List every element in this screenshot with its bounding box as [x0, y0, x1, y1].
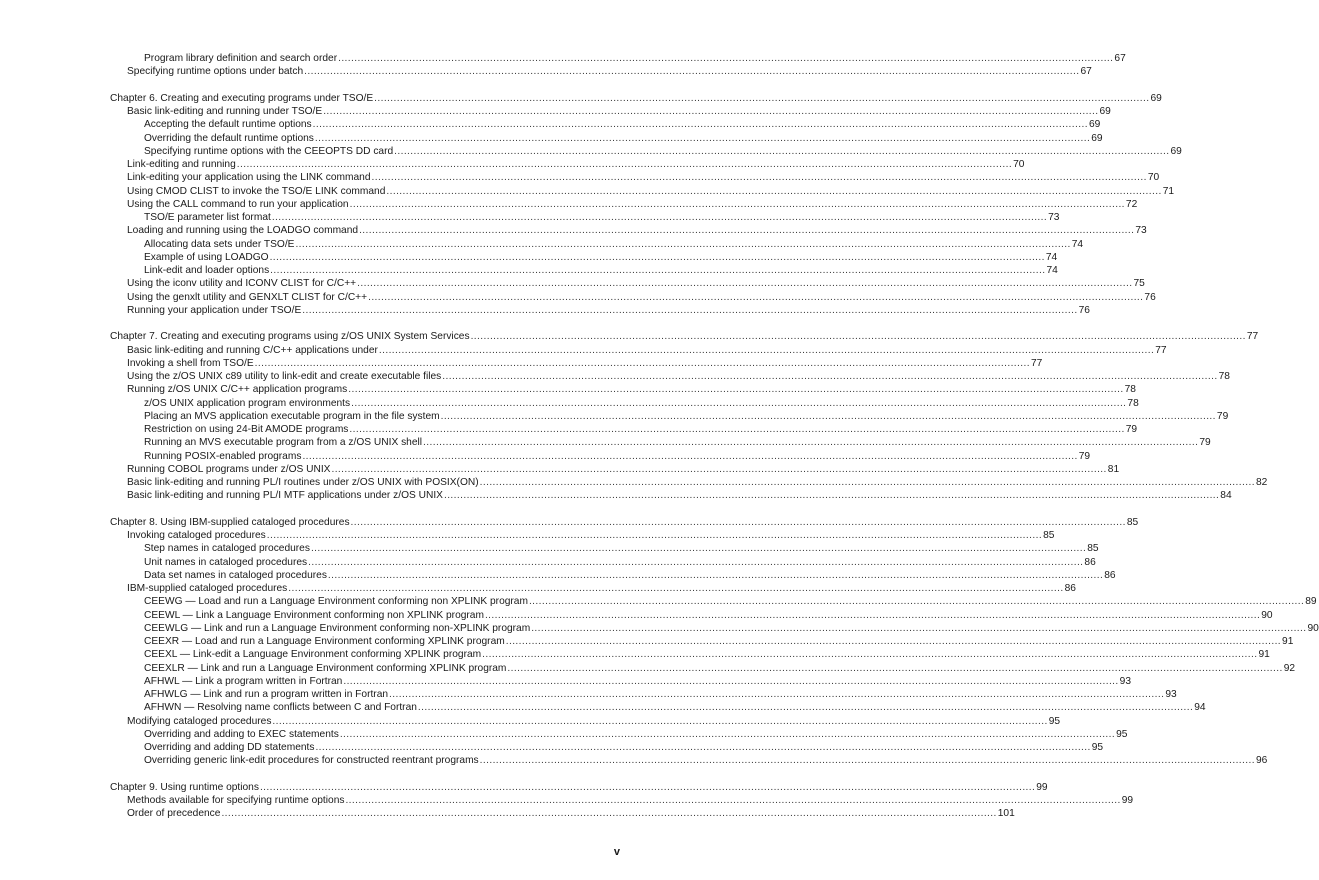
toc-entry-page: 69 — [1150, 92, 1162, 104]
dot-leader — [328, 569, 1103, 582]
toc-entry-page: 95 — [1091, 742, 1104, 753]
toc-entry-page: 90 — [1307, 622, 1319, 634]
toc-entry-title: Unit names in cataloged procedures — [144, 556, 308, 568]
toc-entry-page: 94 — [1194, 702, 1206, 714]
toc-entry-title: Data set names in cataloged procedures — [144, 569, 327, 581]
dot-leader — [372, 171, 1147, 184]
page-number: v — [613, 846, 620, 858]
toc-entry-title: CEEXR — Load and run a Language Environment conforming XPLINK program — [144, 636, 505, 647]
toc-entry-title: CEEWL — Link a Language Environment conforming non XPLINK program — [144, 609, 484, 621]
toc-entry-title: CEEXLR — Link and run a Language Environment conforming XPLINK program — [144, 662, 507, 674]
toc-entry-page: 86 — [1064, 583, 1076, 594]
toc-entry-page: 74 — [1045, 251, 1058, 263]
toc-entry-title: z/OS UNIX application program environments — [144, 397, 351, 409]
dot-leader — [315, 132, 1090, 145]
toc-entry-title: Using CMOD CLIST to invoke the TSO/E LINK command — [127, 185, 386, 197]
toc-entry[interactable] — [110, 648, 1270, 661]
dot-leader — [348, 383, 1123, 396]
dot-leader — [351, 516, 1126, 529]
toc-entry[interactable] — [110, 741, 1104, 754]
toc-entry-title: Link-editing and running — [127, 159, 236, 170]
dot-leader — [288, 582, 1063, 595]
toc-chapter-entry[interactable] — [110, 92, 1162, 105]
toc-entry-title: Link-editing your application using the LINK command — [127, 172, 371, 184]
dot-leader — [480, 476, 1255, 489]
toc-entry-page: 67 — [1114, 53, 1126, 64]
toc-entry[interactable] — [110, 171, 1160, 184]
toc-entry-page: 101 — [997, 808, 1015, 820]
toc-entry-page: 89 — [1305, 596, 1317, 608]
toc-entry-title: Running POSIX-enabled programs — [144, 450, 302, 462]
dot-leader — [441, 410, 1216, 423]
toc-entry-title: AFHWLG — Link and run a program written in Fortran — [144, 689, 389, 700]
toc-entry-title: Step names in cataloged procedures — [144, 543, 310, 555]
toc-entry-page: 86 — [1104, 569, 1116, 581]
toc-entry-page: 77 — [1246, 331, 1259, 343]
toc-entry[interactable] — [110, 423, 1138, 436]
toc-entry[interactable] — [110, 728, 1128, 741]
toc-entry-title: Restriction on using 24-Bit AMODE programs — [144, 424, 349, 435]
toc-entry-title: Methods available for specifying runtime options — [127, 795, 345, 806]
toc-entry-title: Using the iconv utility and ICONV CLIST for C/C++ — [127, 278, 357, 290]
toc-entry-title: Overriding the default runtime options — [144, 132, 314, 144]
toc-chapter-entry[interactable] — [110, 516, 1139, 529]
toc-entry[interactable] — [110, 251, 1058, 264]
toc-entry-title: Overriding generic link-edit procedures for constructed reentrant programs — [144, 755, 479, 767]
toc-entry-page: 78 — [1127, 397, 1139, 409]
toc-entry-page: 74 — [1071, 238, 1084, 250]
toc-entry-title: Chapter 9. Using runtime options — [110, 781, 259, 793]
toc-entry-title: Basic link-editing and running C/C++ applications under — [127, 344, 378, 356]
dot-leader — [442, 370, 1217, 383]
toc-entry-page: 79 — [1199, 437, 1211, 449]
toc-entry-page: 90 — [1261, 609, 1273, 621]
toc-entry-page: 78 — [1124, 384, 1136, 396]
dot-leader — [531, 622, 1306, 635]
dot-leader — [302, 450, 1077, 463]
toc-entry[interactable] — [110, 569, 1116, 582]
toc-entry-title: CEEXL — Link-edit a Language Environment conforming XPLINK program — [144, 649, 482, 661]
toc-entry-title: Using the z/OS UNIX c89 utility to link-edit and create executable files — [127, 371, 442, 382]
toc-entry[interactable] — [110, 489, 1232, 502]
toc-chapter-entry[interactable] — [110, 781, 1048, 794]
toc-entry-page: 75 — [1133, 278, 1145, 290]
toc-entry[interactable] — [110, 662, 1296, 675]
dot-leader — [267, 529, 1042, 542]
toc-entry-page: 73 — [1048, 212, 1060, 223]
dot-leader — [272, 715, 1047, 728]
toc-entry-page: 99 — [1036, 781, 1048, 793]
dot-leader — [529, 595, 1304, 608]
toc-entry[interactable] — [110, 383, 1136, 396]
toc-entry[interactable] — [110, 52, 1126, 65]
toc-entry-title: Running an MVS executable program from a z/OS UNIX shell — [144, 437, 423, 449]
toc-entry-title: Using the CALL command to run your application — [127, 198, 349, 210]
dot-leader — [343, 675, 1118, 688]
toc-entry-page: 91 — [1282, 636, 1294, 647]
dot-leader — [359, 224, 1134, 237]
dot-leader — [357, 277, 1132, 290]
dot-leader — [255, 357, 1030, 370]
dot-leader — [270, 251, 1045, 264]
dot-leader — [260, 781, 1035, 794]
toc-entry-title: Overriding and adding DD statements — [144, 742, 315, 753]
toc-entry[interactable] — [110, 436, 1211, 449]
toc-entry-page: 69 — [1170, 145, 1182, 157]
toc-entry-page: 78 — [1218, 371, 1230, 382]
dot-leader — [423, 436, 1198, 449]
toc-entry-title: AFHWL — Link a program written in Fortran — [144, 675, 343, 687]
toc-entry-title: Specifying runtime options under batch — [127, 66, 304, 78]
dot-leader — [389, 688, 1164, 701]
toc-entry-title: Invoking cataloged procedures — [127, 530, 266, 541]
toc-entry-page: 72 — [1125, 198, 1138, 210]
dot-leader — [444, 489, 1219, 502]
dot-leader — [304, 65, 1079, 78]
dot-leader — [313, 118, 1088, 131]
dot-leader — [482, 648, 1257, 661]
dot-leader — [302, 304, 1077, 317]
toc-entry-title: Accepting the default runtime options — [144, 119, 312, 131]
toc-entry[interactable] — [110, 807, 1015, 820]
dot-leader — [386, 185, 1161, 198]
toc-entry-title: Example of using LOADGO — [144, 251, 269, 263]
toc-entry[interactable] — [110, 185, 1175, 198]
toc-entry[interactable] — [110, 529, 1055, 542]
toc-entry-page: 85 — [1126, 516, 1139, 528]
dot-leader — [295, 238, 1070, 251]
toc-entry-page: 70 — [1013, 159, 1025, 170]
toc-entry[interactable] — [110, 65, 1092, 78]
toc-entry[interactable] — [110, 754, 1268, 767]
dot-leader — [507, 662, 1282, 675]
dot-leader — [418, 701, 1193, 714]
toc-entry-title: Specifying runtime options with the CEEOPTS DD card — [144, 145, 394, 157]
toc-entry[interactable] — [110, 198, 1138, 211]
dot-leader — [471, 330, 1246, 343]
toc-entry-title: CEEWG — Load and run a Language Environment conforming non XPLINK program — [144, 596, 528, 608]
toc-entry-page: 79 — [1125, 424, 1138, 435]
dot-leader — [345, 794, 1120, 807]
toc-entry-title: Basic link-editing and running PL/I routines under z/OS UNIX with POSIX(ON) — [127, 477, 479, 488]
toc-entry-page: 93 — [1165, 689, 1177, 700]
toc-entry[interactable] — [110, 675, 1131, 688]
toc-entry-title: Running your application under TSO/E — [127, 304, 302, 316]
toc-entry-page: 85 — [1043, 530, 1055, 541]
toc-entry-title: Basic link-editing and running PL/I MTF applications under z/OS UNIX — [127, 490, 443, 502]
dot-leader — [351, 397, 1126, 410]
toc-entry[interactable] — [110, 715, 1061, 728]
toc-entry-page: 95 — [1048, 715, 1061, 727]
dot-leader — [331, 463, 1106, 476]
dot-leader — [315, 741, 1090, 754]
toc-entry-page: 67 — [1080, 66, 1092, 78]
toc-entry[interactable] — [110, 370, 1230, 383]
toc-entry-title: Allocating data sets under TSO/E — [144, 238, 295, 250]
toc-entry[interactable] — [110, 794, 1134, 807]
toc-entry[interactable] — [110, 158, 1025, 171]
toc-entry-title: CEEWLG — Link and run a Language Environment conforming non-XPLINK program — [144, 622, 531, 634]
toc-entry-page: 69 — [1088, 119, 1101, 131]
toc-entry[interactable] — [110, 582, 1076, 595]
toc-entry[interactable] — [110, 701, 1206, 714]
toc-entry[interactable] — [110, 622, 1319, 635]
toc-entry-title: Running COBOL programs under z/OS UNIX — [127, 463, 331, 475]
dot-leader — [270, 264, 1045, 277]
dot-leader — [394, 145, 1169, 158]
toc-entry[interactable] — [110, 595, 1317, 608]
toc-entry-page: 76 — [1144, 291, 1156, 303]
toc-entry-page: 81 — [1107, 463, 1120, 475]
toc-entry-page: 92 — [1283, 662, 1296, 674]
toc-entry[interactable] — [110, 132, 1103, 145]
toc-entry[interactable] — [110, 476, 1268, 489]
toc-entry[interactable] — [110, 635, 1294, 648]
toc-entry[interactable] — [110, 145, 1182, 158]
toc-entry[interactable] — [110, 238, 1084, 251]
toc-entry-title: Order of precedence — [127, 808, 221, 820]
toc-entry-page: 77 — [1030, 357, 1043, 369]
toc-entry-title: Running z/OS UNIX C/C++ application programs — [127, 384, 348, 396]
toc-entry-title: Using the genxlt utility and GENXLT CLIST for C/C++ — [127, 291, 368, 303]
dot-leader — [308, 556, 1083, 569]
dot-leader — [237, 158, 1012, 171]
toc-entry-title: Link-edit and loader options — [144, 265, 270, 276]
toc-entry-page: 76 — [1078, 304, 1090, 316]
toc-entry-page: 69 — [1099, 106, 1111, 117]
toc-entry[interactable] — [110, 556, 1096, 569]
toc-entry-title: Program library definition and search order — [144, 53, 338, 64]
toc-entry-page: 96 — [1255, 755, 1268, 767]
dot-leader — [506, 635, 1281, 648]
toc-entry-page: 91 — [1258, 649, 1270, 661]
toc-entry-page: 71 — [1162, 185, 1175, 197]
dot-leader — [349, 423, 1124, 436]
toc-entry-title: Invoking a shell from TSO/E — [127, 357, 254, 369]
toc-entry[interactable] — [110, 277, 1145, 290]
toc-entry[interactable] — [110, 357, 1043, 370]
toc-entry[interactable] — [110, 463, 1120, 476]
dot-leader — [374, 92, 1149, 105]
toc-entry[interactable] — [110, 105, 1111, 118]
table-of-contents — [110, 52, 1319, 821]
toc-entry-title: Overriding and adding to EXEC statements — [144, 728, 339, 740]
toc-entry-page: 79 — [1078, 450, 1091, 462]
toc-entry-title: TSO/E parameter list format — [144, 212, 271, 223]
toc-entry-page: 86 — [1084, 556, 1096, 568]
toc-entry[interactable] — [110, 211, 1060, 224]
toc-entry-title: AFHWN — Resolving name conflicts between C and Fortran — [144, 702, 417, 714]
toc-entry[interactable] — [110, 118, 1101, 131]
toc-entry[interactable] — [110, 397, 1139, 410]
toc-entry-page: 77 — [1155, 344, 1167, 356]
toc-entry-title: Chapter 6. Creating and executing programs under TSO/E — [110, 92, 374, 104]
toc-entry-page: 69 — [1091, 132, 1103, 144]
toc-entry-title: Basic link-editing and running under TSO/E — [127, 106, 323, 117]
toc-entry-page: 70 — [1147, 172, 1160, 184]
dot-leader — [480, 754, 1255, 767]
toc-entry[interactable] — [110, 264, 1058, 277]
toc-entry-page: 73 — [1135, 225, 1147, 237]
toc-entry-title: Placing an MVS application executable program in the file system — [144, 410, 440, 422]
toc-entry-page: 79 — [1216, 410, 1229, 422]
dot-leader — [350, 198, 1125, 211]
toc-entry-page: 95 — [1116, 728, 1128, 740]
toc-entry-page: 99 — [1121, 795, 1134, 806]
toc-entry[interactable] — [110, 291, 1156, 304]
toc-entry[interactable] — [110, 224, 1147, 237]
dot-leader — [311, 542, 1086, 555]
toc-entry[interactable] — [110, 304, 1090, 317]
dot-leader — [338, 52, 1113, 65]
dot-leader — [323, 105, 1098, 118]
toc-entry-page: 82 — [1255, 477, 1268, 488]
toc-entry-title: Chapter 8. Using IBM-supplied cataloged procedures — [110, 516, 350, 528]
dot-leader — [221, 807, 996, 820]
toc-entry-page: 74 — [1046, 265, 1058, 276]
toc-entry[interactable] — [110, 410, 1229, 423]
toc-entry[interactable] — [110, 344, 1167, 357]
dot-leader — [485, 609, 1260, 622]
toc-entry[interactable] — [110, 450, 1091, 463]
dot-leader — [368, 291, 1143, 304]
toc-entry[interactable] — [110, 542, 1099, 555]
dot-leader — [272, 211, 1047, 224]
toc-entry-title: Chapter 7. Creating and executing programs using z/OS UNIX System Services — [110, 331, 470, 343]
toc-chapter-entry[interactable] — [110, 330, 1259, 343]
toc-entry-title: Modifying cataloged procedures — [127, 715, 272, 727]
dot-leader — [340, 728, 1115, 741]
toc-entry-title: IBM-supplied cataloged procedures — [127, 583, 288, 594]
toc-entry-title: Loading and running using the LOADGO command — [127, 225, 359, 237]
toc-entry-page: 85 — [1087, 543, 1099, 555]
toc-entry[interactable] — [110, 609, 1273, 622]
toc-entry-page: 84 — [1220, 490, 1232, 502]
toc-entry[interactable] — [110, 688, 1177, 701]
toc-entry-page: 93 — [1119, 675, 1131, 687]
dot-leader — [379, 344, 1154, 357]
